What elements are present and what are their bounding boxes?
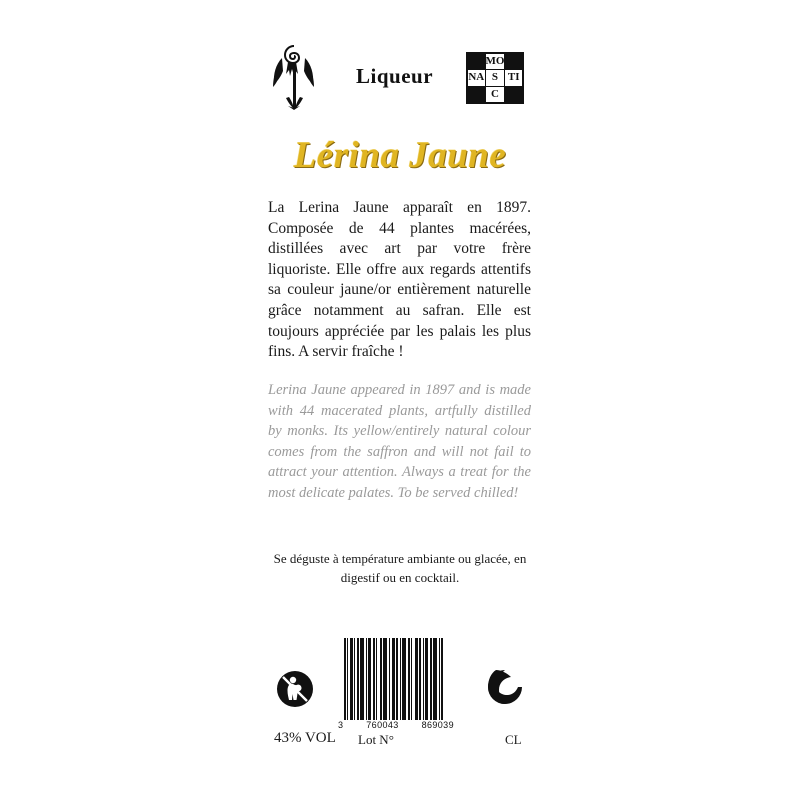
badge-cell: [505, 87, 522, 102]
label-header: [260, 36, 560, 116]
no-alcohol-pregnancy-icon: [276, 670, 314, 708]
monastic-logo-icon: [466, 52, 524, 104]
product-title: Lérina Jaune: [293, 135, 507, 176]
badge-cell: NA: [468, 70, 485, 85]
abv-value: 43% VOL: [274, 730, 336, 746]
badge-cell: MO: [486, 54, 505, 69]
badge-cell: C: [486, 87, 505, 102]
barcode-right-group: 869039: [421, 720, 454, 730]
liqueur-label: Liqueur: [356, 63, 434, 88]
badge-cell: TI: [505, 70, 522, 85]
lot-number-label: Lot N°: [358, 732, 394, 747]
green-dot-recycling-icon: [486, 668, 524, 706]
badge-cell: [468, 54, 485, 69]
volume-unit-label: CL: [505, 732, 522, 747]
description-english: Lerina Jaune appeared in 1897 and is made with 44 macerated plants, artfully distilled by monks. Its yellow/entirely natural colour comes from the saffron and will not fail to attract your attention. Always a treat for the most delicate palates. To be served chilled!: [268, 382, 531, 501]
ean13-barcode: [344, 638, 448, 720]
label-icon-row: [268, 636, 532, 736]
badge-cell: [505, 54, 522, 69]
barcode-digits: [338, 720, 454, 730]
barcode-lead-digit: 3: [338, 720, 344, 730]
thistle-crest-icon: [260, 36, 334, 116]
description-french: La Lerina Jaune apparaît en 1897. Composée de 44 plantes macérées, distillées avec art par votre frère liquoriste. Elle offre aux regards attentifs sa couleur jaune/or entièrement naturelle grâce notamment au safran. Elle est toujours appréciée par les palais les plus fins. A servir fraîche !: [268, 199, 531, 361]
serving-note: Se déguste à température ambiante ou glacée, en digestif ou en cocktail.: [273, 551, 527, 585]
badge-cell: [468, 87, 485, 102]
badge-cell: S: [486, 70, 505, 85]
barcode-left-group: 760043: [366, 720, 399, 730]
